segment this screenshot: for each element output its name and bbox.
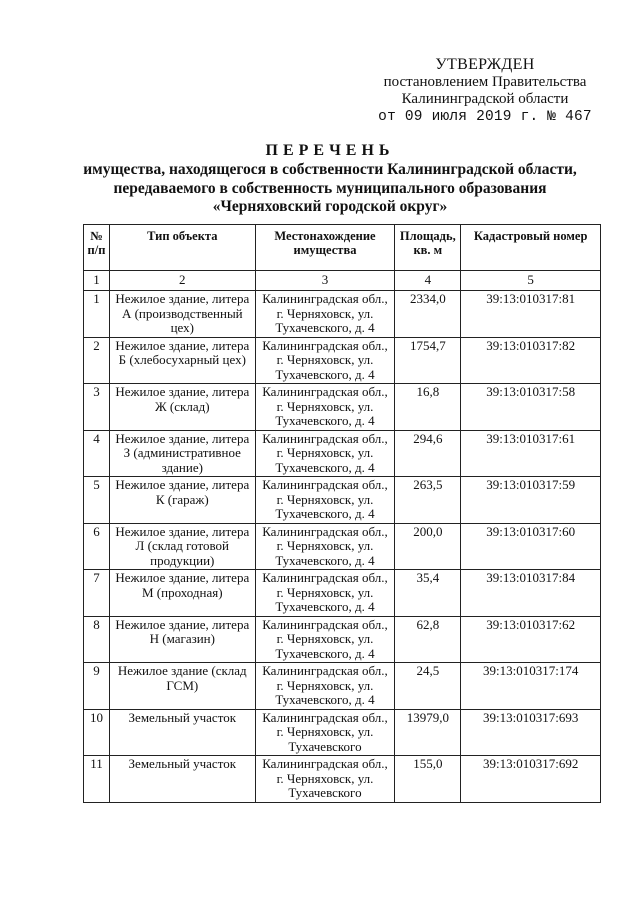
- cadastral-number: 39:13:010317:174: [461, 663, 601, 710]
- object-location: Калининградская обл., г. Черняховск, ул. Тухачевского: [255, 709, 395, 756]
- property-table: [83, 224, 601, 803]
- object-area: 263,5: [395, 477, 461, 524]
- row-number: 6: [84, 523, 110, 570]
- table-row: [84, 523, 601, 570]
- approved-date: от 09 июля 2019 г. № 467: [378, 108, 592, 125]
- cadastral-number: 39:13:010317:58: [461, 384, 601, 431]
- column-number: 5: [461, 271, 601, 291]
- object-location: Калининградская обл., г. Черняховск, ул. Тухачевского: [255, 756, 395, 803]
- object-location: Калининградская обл., г. Черняховск, ул. Тухачевского, д. 4: [255, 477, 395, 524]
- object-area: 2334,0: [395, 291, 461, 338]
- object-type: Нежилое здание, литера Л (склад готовой продукции): [109, 523, 255, 570]
- approved-title: УТВЕРЖДЕН: [435, 56, 535, 73]
- object-location: Калининградская обл., г. Черняховск, ул. Тухачевского, д. 4: [255, 384, 395, 431]
- row-number: 1: [84, 291, 110, 338]
- cadastral-number: 39:13:010317:81: [461, 291, 601, 338]
- object-type: Нежилое здание (склад ГСМ): [109, 663, 255, 710]
- column-number: 2: [109, 271, 255, 291]
- row-number: 2: [84, 337, 110, 384]
- object-type: Нежилое здание, литера Ж (склад): [109, 384, 255, 431]
- row-number: 5: [84, 477, 110, 524]
- object-type: Нежилое здание, литера М (проходная): [109, 570, 255, 617]
- row-number: 9: [84, 663, 110, 710]
- approved-line-2: Калининградской области: [401, 91, 569, 107]
- cadastral-number: 39:13:010317:693: [461, 709, 601, 756]
- cadastral-number: 39:13:010317:59: [461, 477, 601, 524]
- table-row: [84, 756, 601, 803]
- heading-line-2: передаваемого в собственность муниципального образования: [113, 179, 547, 197]
- cadastral-number: 39:13:010317:692: [461, 756, 601, 803]
- object-area: 1754,7: [395, 337, 461, 384]
- header-area: Площадь, кв. м: [395, 225, 461, 271]
- object-type: Нежилое здание, литера З (административное здание): [109, 430, 255, 477]
- row-number: 11: [84, 756, 110, 803]
- object-area: 35,4: [395, 570, 461, 617]
- table-row: [84, 709, 601, 756]
- table-row: [84, 477, 601, 524]
- object-location: Калининградская обл., г. Черняховск, ул. Тухачевского, д. 4: [255, 430, 395, 477]
- object-area: 155,0: [395, 756, 461, 803]
- header-type: Тип объекта: [109, 225, 255, 271]
- header-cadastral: Кадастровый номер: [461, 225, 601, 271]
- object-area: 200,0: [395, 523, 461, 570]
- object-area: 294,6: [395, 430, 461, 477]
- cadastral-number: 39:13:010317:82: [461, 337, 601, 384]
- approved-line-1: постановлением Правительства: [383, 73, 587, 90]
- cadastral-number: 39:13:010317:84: [461, 570, 601, 617]
- object-location: Калининградская обл., г. Черняховск, ул. Тухачевского, д. 4: [255, 616, 395, 663]
- row-number: 8: [84, 616, 110, 663]
- row-number: 7: [84, 570, 110, 617]
- object-location: Калининградская обл., г. Черняховск, ул. Тухачевского, д. 4: [255, 523, 395, 570]
- table-row: [84, 663, 601, 710]
- row-number: 3: [84, 384, 110, 431]
- document-title: ПЕРЕЧЕНЬ: [265, 142, 395, 159]
- column-number-row: [84, 271, 601, 291]
- object-type: Нежилое здание, литера Н (магазин): [109, 616, 255, 663]
- column-number: 3: [255, 271, 395, 291]
- cadastral-number: 39:13:010317:60: [461, 523, 601, 570]
- object-type: Земельный участок: [109, 756, 255, 803]
- object-location: Калининградская обл., г. Черняховск, ул. Тухачевского, д. 4: [255, 291, 395, 338]
- table-row: [84, 337, 601, 384]
- object-area: 13979,0: [395, 709, 461, 756]
- object-area: 62,8: [395, 616, 461, 663]
- row-number: 4: [84, 430, 110, 477]
- object-type: Земельный участок: [109, 709, 255, 756]
- table-row: [84, 384, 601, 431]
- object-location: Калининградская обл., г. Черняховск, ул. Тухачевского, д. 4: [255, 570, 395, 617]
- cadastral-number: 39:13:010317:62: [461, 616, 601, 663]
- object-type: Нежилое здание, литера А (производственный цех): [109, 291, 255, 338]
- column-number: 4: [395, 271, 461, 291]
- header-location: Местонахождение имущества: [255, 225, 395, 271]
- heading-line-1: имущества, находящегося в собственности Калининградской области,: [83, 161, 577, 178]
- table-row: [84, 291, 601, 338]
- cadastral-number: 39:13:010317:61: [461, 430, 601, 477]
- table-header-row: [84, 225, 601, 271]
- object-area: 16,8: [395, 384, 461, 431]
- heading-line-3: «Черняховский городской округ»: [212, 198, 448, 215]
- table-row: [84, 570, 601, 617]
- object-type: Нежилое здание, литера Б (хлебосухарный цех): [109, 337, 255, 384]
- object-area: 24,5: [395, 663, 461, 710]
- table-row: [84, 430, 601, 477]
- object-type: Нежилое здание, литера К (гараж): [109, 477, 255, 524]
- column-number: 1: [84, 271, 110, 291]
- approval-stamp: [360, 56, 610, 126]
- row-number: 10: [84, 709, 110, 756]
- header-number: № п/п: [84, 225, 110, 271]
- table-row: [84, 616, 601, 663]
- object-location: Калининградская обл., г. Черняховск, ул. Тухачевского, д. 4: [255, 337, 395, 384]
- object-location: Калининградская обл., г. Черняховск, ул. Тухачевского, д. 4: [255, 663, 395, 710]
- document-heading: [40, 141, 620, 217]
